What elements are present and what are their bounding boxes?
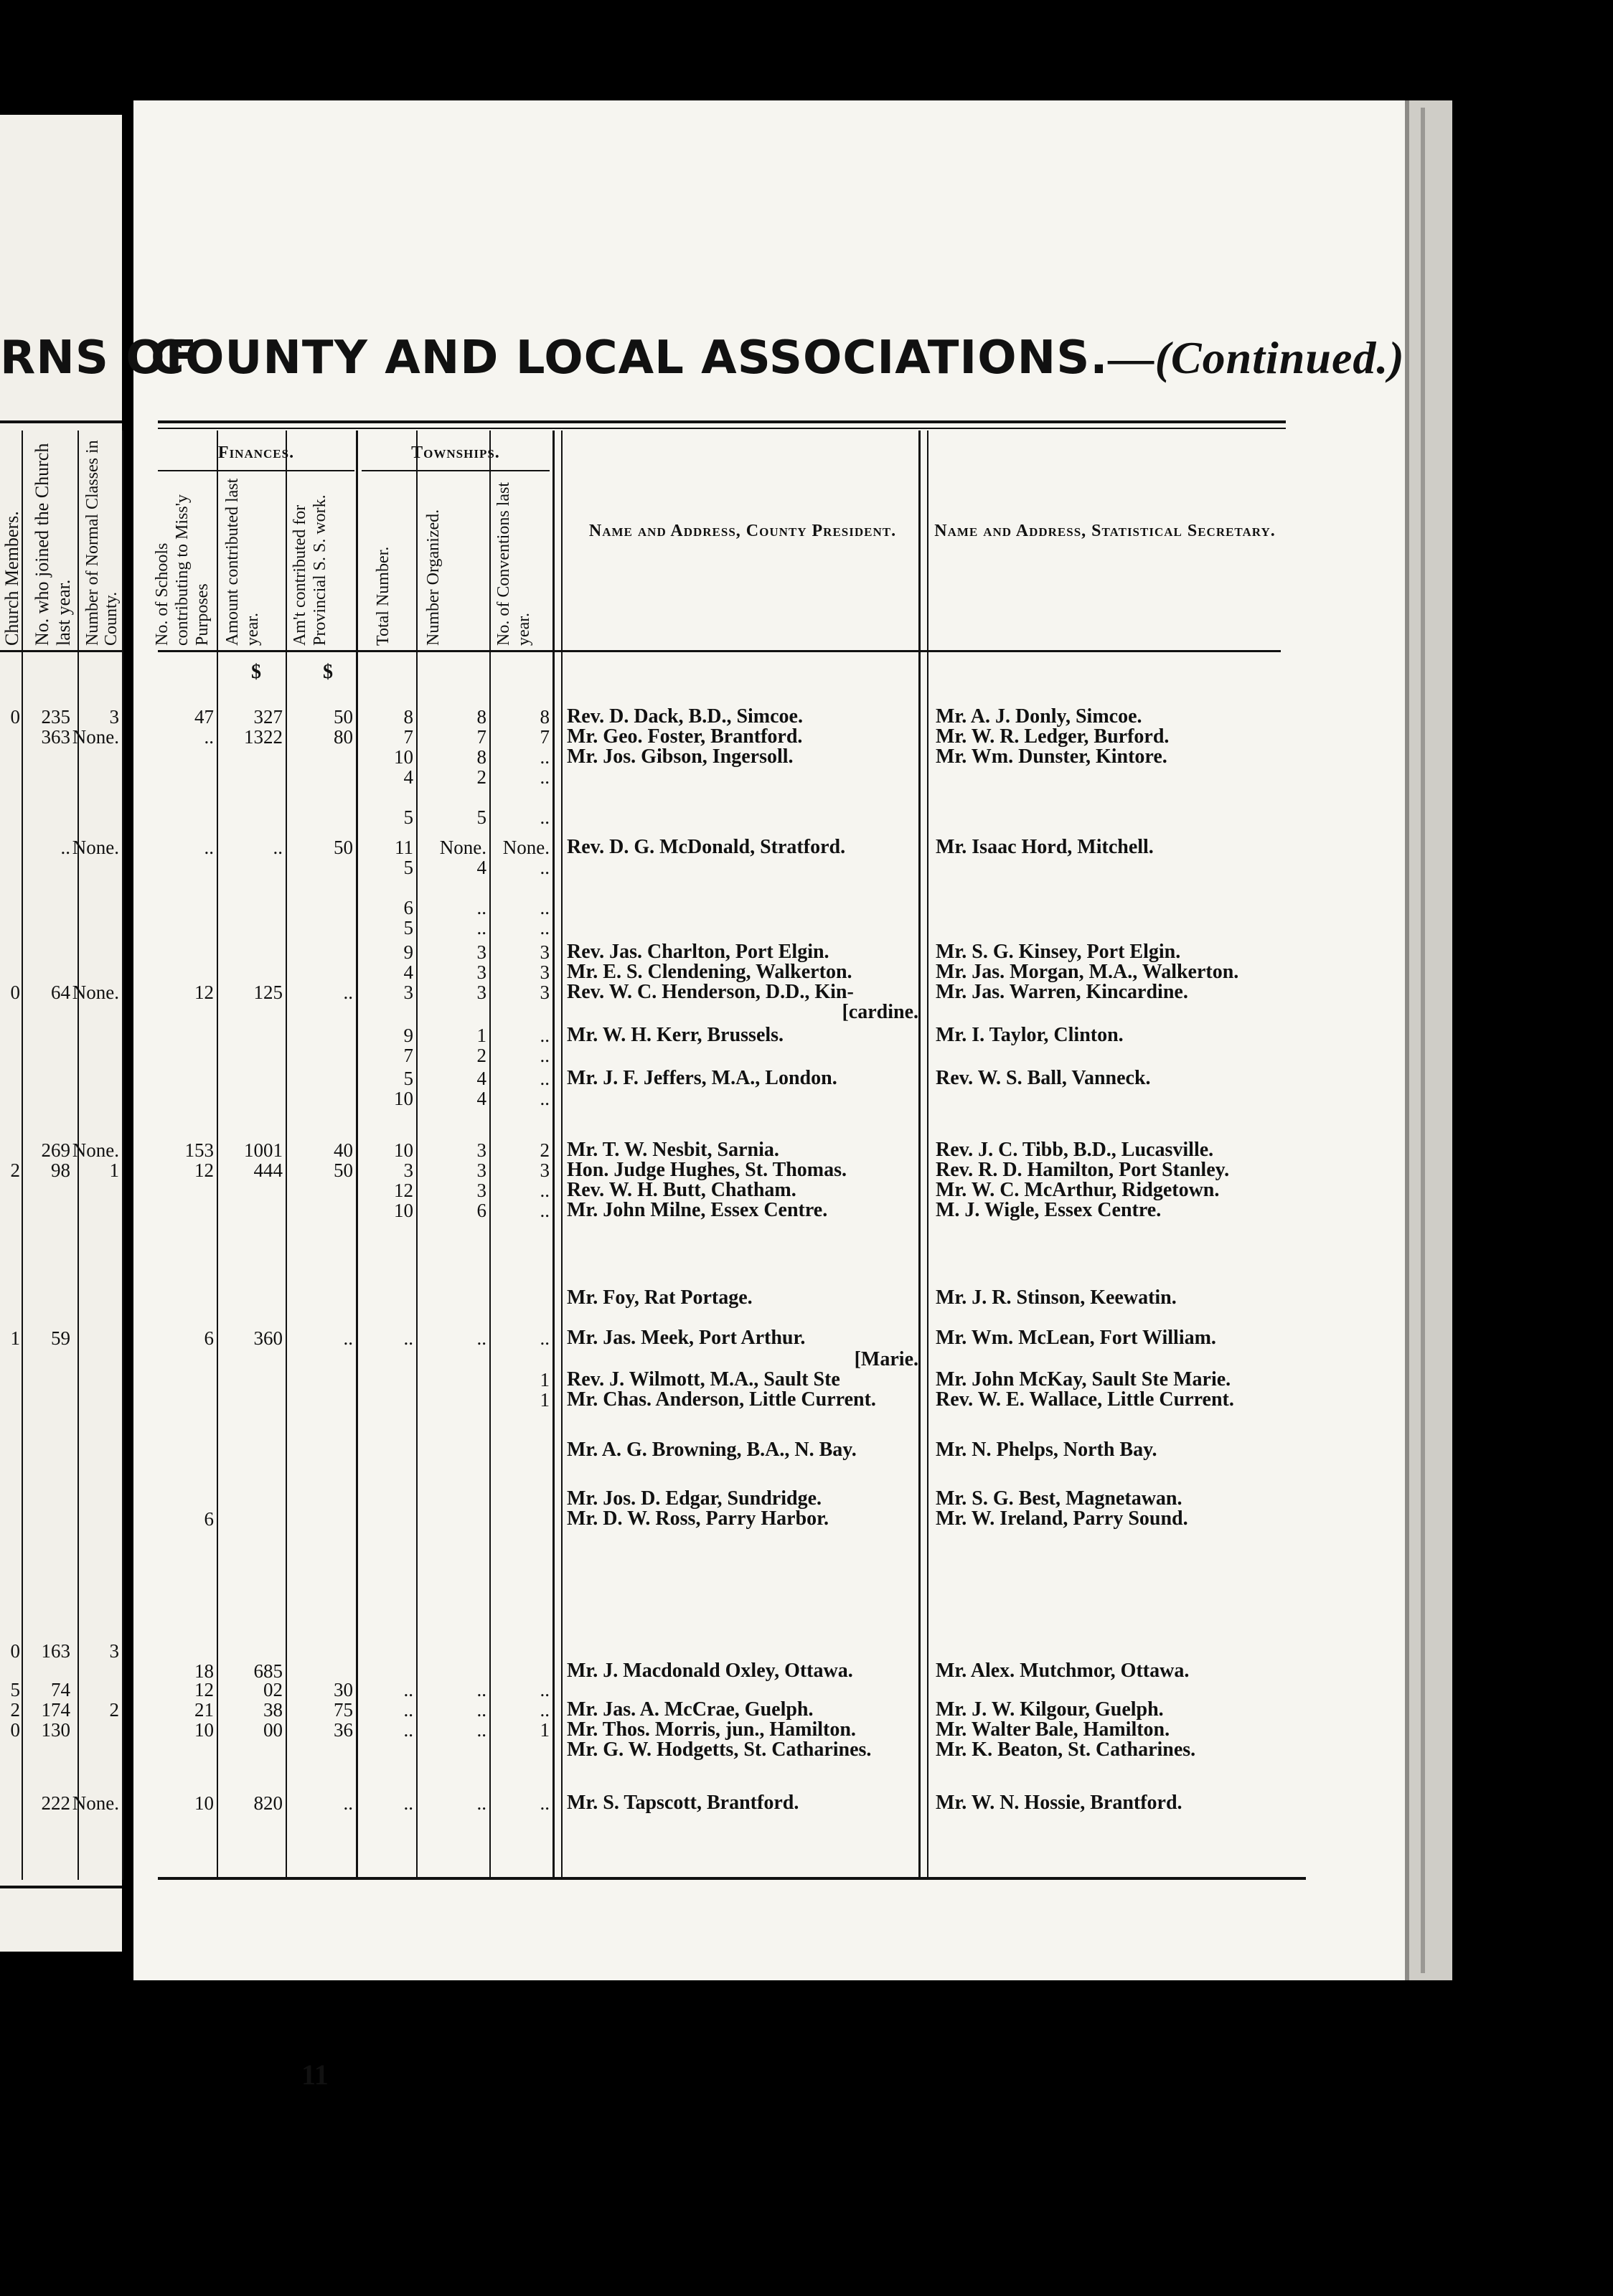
col-line-6 (552, 430, 555, 1880)
cell-conventions: 2 (540, 1139, 550, 1161)
cell-president: Mr. Thos. Morris, jun., Hamilton. (567, 1718, 856, 1741)
cell-secretary: Rev. W. E. Wallace, Little Current. (936, 1388, 1234, 1411)
page-title (151, 331, 1405, 385)
cell-secretary: Mr. Isaac Hord, Mitchell. (936, 836, 1154, 858)
col-line-l1 (22, 430, 23, 1880)
cell-president: Mr. A. G. Browning, B.A., N. Bay. (567, 1439, 857, 1461)
cell-secretary: Mr. W. Ireland, Parry Sound. (936, 1507, 1188, 1530)
page-number: 11 (301, 2059, 329, 2091)
cell-total-number: .. (403, 1679, 413, 1700)
cell-number-organized: 7 (476, 726, 486, 748)
cell-conventions: 3 (540, 941, 550, 963)
cell-president: Mr. E. S. Clendening, Walkerton. (567, 961, 852, 983)
cell-church-members: 0 (10, 982, 20, 1003)
cell-schools: 6 (204, 1508, 214, 1530)
cell-number-organized: 6 (476, 1200, 486, 1221)
cell-president: Mr. S. Tapscott, Brantford. (567, 1792, 799, 1814)
left-page-fragment (0, 115, 122, 1952)
cell-president: Mr. Jos. D. Edgar, Sundridge. (567, 1487, 822, 1510)
cell-normal-classes: 2 (109, 1699, 119, 1721)
cell-secretary: Mr. I. Taylor, Clinton. (936, 1024, 1124, 1046)
cell-number-organized: 8 (476, 746, 486, 768)
cell-conventions: 3 (540, 961, 550, 983)
cell-provincial: 80 (334, 726, 353, 748)
cell-president: Rev. D. Dack, B.D., Simcoe. (567, 705, 803, 728)
cell-total-number: 9 (403, 941, 413, 963)
cell-number-organized: 8 (476, 706, 486, 728)
cell-normal-classes: None. (72, 982, 119, 1003)
cell-amount: 38 (263, 1699, 283, 1721)
cell-number-organized: 3 (476, 941, 486, 963)
cell-president: Mr. Geo. Foster, Brantford. (567, 725, 803, 748)
cell-president: [cardine. (842, 1001, 918, 1023)
header-joined: No. who joined the Church last year. (32, 443, 74, 646)
col-line-l3 (122, 430, 123, 1880)
cell-provincial: 75 (334, 1699, 353, 1721)
cell-president: Mr. Jas. A. McCrae, Guelph. (567, 1698, 814, 1721)
header-conventions: No. of Conventions last year. (494, 482, 533, 646)
cell-total-number: 5 (403, 917, 413, 938)
cell-normal-classes: 1 (109, 1159, 119, 1181)
cell-secretary: Mr. Wm. McLean, Fort William. (936, 1327, 1216, 1349)
cell-number-organized: 2 (476, 1045, 486, 1066)
cell-secretary: Mr. N. Phelps, North Bay. (936, 1439, 1157, 1461)
cell-number-organized: 3 (476, 982, 486, 1003)
cell-number-organized: 3 (476, 961, 486, 983)
cell-conventions: .. (540, 1068, 550, 1089)
cell-joined: 235 (41, 706, 70, 728)
cell-conventions: 1 (540, 1719, 550, 1741)
cell-normal-classes: None. (72, 1139, 119, 1161)
cell-number-organized: .. (476, 1679, 486, 1700)
cell-conventions: .. (540, 1699, 550, 1721)
rule-bottom (158, 1877, 1306, 1880)
cell-secretary: Mr. Jas. Morgan, M.A., Walkerton. (936, 961, 1239, 983)
cell-total-number: 4 (403, 961, 413, 983)
cell-amount: 1001 (244, 1139, 283, 1161)
cell-president: Mr. Jos. Gibson, Ingersoll. (567, 745, 794, 768)
cell-amount: 360 (253, 1327, 283, 1349)
header-townships: Townships. (411, 443, 500, 462)
cell-conventions: .. (540, 1200, 550, 1221)
cell-total-number: 4 (403, 766, 413, 788)
cell-president: Rev. W. C. Henderson, D.D., Kin- (567, 981, 854, 1003)
cell-church-members: 1 (10, 1327, 20, 1349)
cell-total-number: 10 (394, 1200, 413, 1221)
cell-amount: 685 (253, 1660, 283, 1682)
cell-president: Mr. Chas. Anderson, Little Current. (567, 1388, 876, 1411)
cell-conventions: .. (540, 857, 550, 878)
cell-secretary: Mr. K. Beaton, St. Catharines. (936, 1739, 1196, 1761)
rule-header (158, 650, 1281, 652)
rule-top (158, 420, 1286, 423)
cell-president: Rev. J. Wilmott, M.A., Sault Ste (567, 1368, 840, 1391)
cell-amount: 00 (263, 1719, 283, 1741)
cell-conventions: .. (540, 1025, 550, 1046)
cell-provincial: 36 (334, 1719, 353, 1741)
cell-president: Mr. Foy, Rat Portage. (567, 1286, 753, 1309)
cell-total-number: 6 (403, 897, 413, 918)
cell-number-organized: 1 (476, 1025, 486, 1046)
cell-schools: 10 (194, 1792, 214, 1814)
cell-provincial: .. (343, 982, 353, 1003)
cell-church-members: 0 (10, 1640, 20, 1662)
cell-number-organized: 3 (476, 1139, 486, 1161)
cell-normal-classes: None. (72, 1792, 119, 1814)
cell-conventions: .. (540, 1180, 550, 1201)
cell-schools: 12 (194, 1159, 214, 1181)
cell-schools: 153 (184, 1139, 214, 1161)
cell-total-number: 11 (395, 837, 413, 858)
cell-conventions: None. (502, 837, 550, 858)
title-left-fragment: RNS OF (0, 331, 198, 385)
cell-total-number: 7 (403, 726, 413, 748)
cell-schools: 6 (204, 1327, 214, 1349)
cell-president: Mr. G. W. Hodgetts, St. Catharines. (567, 1739, 872, 1761)
cell-joined: 98 (51, 1159, 70, 1181)
cell-church-members: 2 (10, 1159, 20, 1181)
rule-top-2 (158, 428, 1286, 429)
cell-conventions: .. (540, 746, 550, 768)
cell-president: Rev. D. G. McDonald, Stratford. (567, 836, 846, 858)
cell-number-organized: .. (476, 1699, 486, 1721)
cell-conventions: .. (540, 917, 550, 938)
cell-president: Mr. J. Macdonald Oxley, Ottawa. (567, 1660, 853, 1682)
header-secretary: Name and Address, Statistical Secretary. (934, 522, 1276, 540)
col-line-4 (416, 430, 418, 1880)
cell-church-members: 0 (10, 706, 20, 728)
cell-joined: 59 (51, 1327, 70, 1349)
cell-church-members: 5 (10, 1679, 20, 1700)
cell-normal-classes: 3 (109, 706, 119, 728)
cell-schools: 12 (194, 982, 214, 1003)
cell-joined: 222 (41, 1792, 70, 1814)
header-amt-provincial: Am't contributed for Provincial S. S. work. (291, 494, 329, 646)
cell-amount: .. (273, 837, 283, 858)
cell-secretary: Mr. Walter Bale, Hamilton. (936, 1718, 1170, 1741)
page-title-continued: —(Continued.) (1108, 332, 1405, 383)
cell-total-number: .. (403, 1327, 413, 1349)
page-edge-line (1421, 108, 1425, 1973)
cell-president: [Marie. (854, 1348, 918, 1370)
cell-joined: 174 (41, 1699, 70, 1721)
cell-number-organized: 3 (476, 1159, 486, 1181)
cell-joined: 64 (51, 982, 70, 1003)
cell-schools: .. (204, 837, 214, 858)
cell-secretary: Rev. W. S. Ball, Vanneck. (936, 1067, 1151, 1089)
cell-secretary: Mr. Wm. Dunster, Kintore. (936, 745, 1167, 768)
cell-president: Hon. Judge Hughes, St. Thomas. (567, 1159, 847, 1181)
dollar-sign-provincial: $ (323, 661, 333, 683)
cell-conventions: 8 (540, 706, 550, 728)
col-line-6b (561, 430, 563, 1880)
cell-number-organized: .. (476, 1792, 486, 1814)
cell-schools: 21 (194, 1699, 214, 1721)
cell-amount: 1322 (244, 726, 283, 748)
cell-conventions: 3 (540, 1159, 550, 1181)
col-line-7b (927, 430, 928, 1880)
cell-president: Rev. W. H. Butt, Chatham. (567, 1179, 796, 1201)
cell-total-number: 8 (403, 706, 413, 728)
cell-secretary: Mr. Alex. Mutchmor, Ottawa. (936, 1660, 1190, 1682)
cell-provincial: .. (343, 1327, 353, 1349)
col-line-2 (286, 430, 287, 1880)
cell-total-number: 5 (403, 857, 413, 878)
cell-joined: 163 (41, 1640, 70, 1662)
cell-number-organized: 4 (476, 1068, 486, 1089)
col-line-3 (356, 430, 358, 1880)
cell-joined: 269 (41, 1139, 70, 1161)
cell-total-number: .. (403, 1699, 413, 1721)
col-line-1 (217, 430, 218, 1880)
cell-conventions: 1 (540, 1389, 550, 1411)
cell-number-organized: 4 (476, 857, 486, 878)
cell-total-number: 3 (403, 982, 413, 1003)
cell-provincial: 30 (334, 1679, 353, 1700)
cell-conventions: .. (540, 1792, 550, 1814)
cell-amount: 125 (253, 982, 283, 1003)
cell-provincial: 50 (334, 837, 353, 858)
header-total-number: Total Number. (374, 546, 392, 646)
cell-conventions: 7 (540, 726, 550, 748)
cell-number-organized: 2 (476, 766, 486, 788)
cell-secretary: Mr. W. C. McArthur, Ridgetown. (936, 1179, 1220, 1201)
cell-president: Mr. John Milne, Essex Centre. (567, 1199, 828, 1221)
cell-schools: 47 (194, 706, 214, 728)
cell-secretary: Mr. Jas. Warren, Kincardine. (936, 981, 1188, 1003)
cell-total-number: .. (403, 1719, 413, 1741)
header-schools-contributing: No. of Schools contributing to Miss'y Purposes (153, 494, 212, 646)
cell-joined: .. (60, 837, 70, 858)
cell-president: Mr. J. F. Jeffers, M.A., London. (567, 1067, 837, 1089)
cell-normal-classes: None. (72, 726, 119, 748)
cell-president: Mr. W. H. Kerr, Brussels. (567, 1024, 784, 1046)
cell-total-number: 7 (403, 1045, 413, 1066)
cell-total-number: 3 (403, 1159, 413, 1181)
cell-secretary: Mr. W. R. Ledger, Burford. (936, 725, 1170, 748)
cell-schools: 18 (194, 1660, 214, 1682)
cell-conventions: .. (540, 1045, 550, 1066)
rule-townships (362, 470, 550, 471)
header-amount-contributed: Amount contributed last year. (223, 478, 262, 646)
cell-conventions: .. (540, 897, 550, 918)
cell-number-organized: .. (476, 1327, 486, 1349)
cell-secretary: Mr. S. G. Best, Magnetawan. (936, 1487, 1182, 1510)
header-normal-classes: Number of Normal Classes in County. (83, 440, 121, 646)
rule-header-left (0, 650, 122, 652)
cell-conventions: .. (540, 766, 550, 788)
cell-conventions: .. (540, 1327, 550, 1349)
cell-president: Mr. D. W. Ross, Parry Harbor. (567, 1507, 829, 1530)
cell-schools: 10 (194, 1719, 214, 1741)
cell-number-organized: 5 (476, 806, 486, 828)
cell-total-number: 10 (394, 746, 413, 768)
cell-schools: 12 (194, 1679, 214, 1700)
dollar-sign-amount: $ (251, 661, 261, 683)
cell-normal-classes: None. (72, 837, 119, 858)
cell-secretary: Mr. W. N. Hossie, Brantford. (936, 1792, 1182, 1814)
cell-total-number: 5 (403, 1068, 413, 1089)
cell-conventions: .. (540, 806, 550, 828)
cell-amount: 327 (253, 706, 283, 728)
cell-joined: 130 (41, 1719, 70, 1741)
cell-number-organized: .. (476, 917, 486, 938)
cell-secretary: Mr. John McKay, Sault Ste Marie. (936, 1368, 1231, 1391)
cell-amount: 444 (253, 1159, 283, 1181)
cell-normal-classes: 3 (109, 1640, 119, 1662)
cell-number-organized: 3 (476, 1180, 486, 1201)
page-title-main: COUNTY AND LOCAL ASSOCIATIONS. (151, 331, 1109, 385)
cell-number-organized: 4 (476, 1088, 486, 1109)
cell-conventions: .. (540, 1679, 550, 1700)
cell-total-number: 10 (394, 1088, 413, 1109)
cell-secretary: M. J. Wigle, Essex Centre. (936, 1199, 1162, 1221)
cell-secretary: Rev. R. D. Hamilton, Port Stanley. (936, 1159, 1230, 1181)
cell-number-organized: .. (476, 1719, 486, 1741)
rule-finances (158, 470, 354, 471)
cell-church-members: 0 (10, 1719, 20, 1741)
cell-total-number: .. (403, 1792, 413, 1814)
rule-top-left (0, 420, 122, 423)
cell-provincial: .. (343, 1792, 353, 1814)
cell-president: Rev. Jas. Charlton, Port Elgin. (567, 941, 829, 963)
cell-joined: 74 (51, 1679, 70, 1700)
header-finances: Finances. (217, 443, 295, 462)
cell-secretary: Mr. J. W. Kilgour, Guelph. (936, 1698, 1164, 1721)
cell-church-members: 2 (10, 1699, 20, 1721)
cell-provincial: 50 (334, 706, 353, 728)
cell-conventions: 1 (540, 1369, 550, 1391)
cell-total-number: 12 (394, 1180, 413, 1201)
cell-total-number: 5 (403, 806, 413, 828)
cell-secretary: Rev. J. C. Tibb, B.D., Lucasville. (936, 1139, 1214, 1161)
page-edge (1405, 100, 1452, 1980)
cell-total-number: 10 (394, 1139, 413, 1161)
header-number-organized: Number Organized. (424, 509, 443, 646)
cell-secretary: Mr. A. J. Donly, Simcoe. (936, 705, 1142, 728)
cell-provincial: 40 (334, 1139, 353, 1161)
cell-total-number: 9 (403, 1025, 413, 1046)
cell-president: Mr. T. W. Nesbit, Sarnia. (567, 1139, 779, 1161)
cell-provincial: 50 (334, 1159, 353, 1181)
cell-number-organized: None. (439, 837, 486, 858)
header-church-members: Church Members. (1, 511, 22, 646)
rule-bottom-left (0, 1886, 122, 1888)
cell-amount: 820 (253, 1792, 283, 1814)
cell-secretary: Mr. J. R. Stinson, Keewatin. (936, 1286, 1177, 1309)
cell-joined: 363 (41, 726, 70, 748)
cell-amount: 02 (263, 1679, 283, 1700)
cell-schools: .. (204, 726, 214, 748)
cell-secretary: Mr. S. G. Kinsey, Port Elgin. (936, 941, 1181, 963)
col-line-7 (918, 430, 921, 1880)
col-line-5 (489, 430, 491, 1880)
cell-number-organized: .. (476, 897, 486, 918)
cell-conventions: 3 (540, 982, 550, 1003)
header-president: Name and Address, County President. (588, 522, 897, 540)
cell-president: Mr. Jas. Meek, Port Arthur. (567, 1327, 806, 1349)
cell-conventions: .. (540, 1088, 550, 1109)
